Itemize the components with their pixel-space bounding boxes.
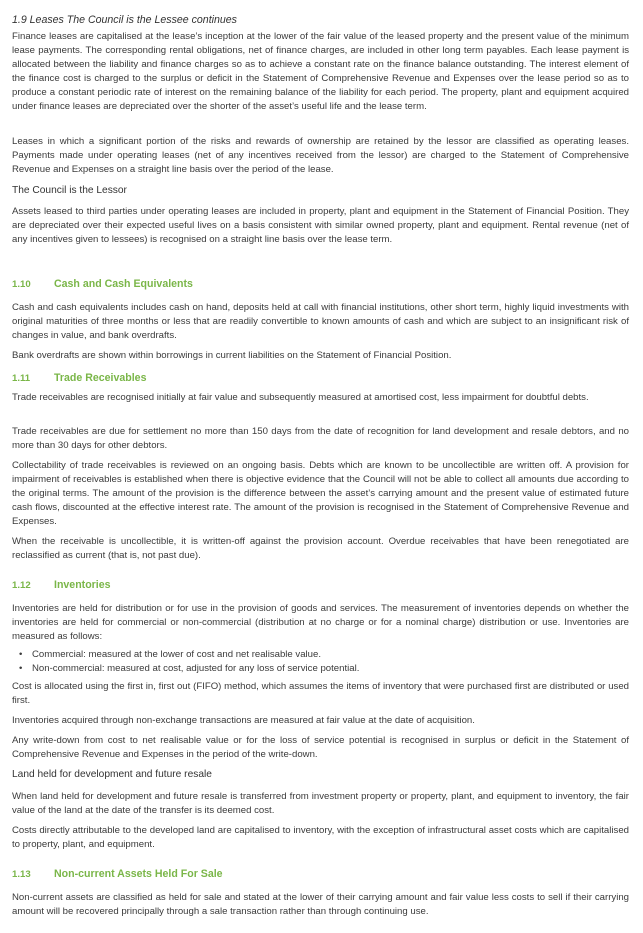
section-1-11-p3 bbox=[12, 459, 629, 529]
section-title: Cash and Cash Equivalents bbox=[54, 278, 193, 290]
section-1-12-p4 bbox=[12, 734, 629, 762]
section-number: 1.11 bbox=[12, 373, 31, 384]
section-1-12-p6 bbox=[12, 824, 629, 852]
paragraph: Cash and cash equivalents includes cash on hand, deposits held at call with financial institutions, other short term, highly liquid investments with original maturities of three months or less that are readily convertible to known amounts of cash and which are subject to an insignificant risk of changes in value, and bank overdrafts. bbox=[12, 302, 629, 341]
section-1-12-heading bbox=[12, 578, 629, 593]
section-1-12-p2 bbox=[12, 680, 629, 708]
paragraph: Inventories are held for distribution or for use in the provision of goods and services. The measurement of inventories depends on whether the inventories are held for commercial or non-commercial (distribution at no charge or for a nominal charge) distribution or use. Inventories are measured as follows: bbox=[12, 603, 629, 642]
lessor-subheading: The Council is the Lessor bbox=[12, 185, 127, 196]
paragraph: Costs directly attributable to the developed land are capitalised to inventory, with the exception of infrastructural asset costs which are capitalised to property, plant, and equipment. bbox=[12, 825, 629, 850]
section-1-11-heading bbox=[12, 371, 629, 386]
paragraph: Trade receivables are recognised initially at fair value and subsequently measured at amortised cost, less impairment for doubtful debts. bbox=[12, 392, 589, 403]
paragraph: Any write-down from cost to net realisable value or for the loss of service potential is recognised in surplus or deficit in the Statement of Comprehensive Revenue and Expenses in the period of the write-down. bbox=[12, 735, 629, 760]
section-number: 1.12 bbox=[12, 580, 31, 591]
section-1-10-p2 bbox=[12, 349, 629, 363]
page-title: 1.9 Leases The Council is the Lessee continues bbox=[12, 14, 237, 26]
paragraph: Collectability of trade receivables is reviewed on an ongoing basis. Debts which are known to be uncollectible are written off. A provision for impairment of receivables is established when there is objective evidence that the Council will not be able to collect all amounts due according to the original terms. The amount of the provision is the difference between the asset’s carrying amount and the present value of estimated future cash flows, discounted at the effective interest rate. The amount of the provision is recognised in the Statement of Comprehensive Revenue and Expenses. bbox=[12, 460, 629, 527]
section-1-9-p3 bbox=[12, 205, 629, 247]
list-item: • Non-commercial: measured at cost, adjusted for any loss of service potential. bbox=[12, 662, 629, 676]
section-1-13-p1 bbox=[12, 891, 629, 919]
measurement-list bbox=[12, 648, 629, 676]
paragraph: Bank overdrafts are shown within borrowings in current liabilities on the Statement of Financial Position. bbox=[12, 350, 452, 361]
section-title: Trade Receivables bbox=[54, 372, 147, 384]
list-item: • Commercial: measured at the lower of cost and net realisable value. bbox=[12, 648, 629, 662]
paragraph: Leases in which a significant portion of the risks and rewards of ownership are retained by the lessor are classified as operating leases. Payments made under operating leases (net of any incentives received from the lessor) are charged to the Statement of Comprehensive Revenue and Expenses on a straight line basis over the period of the lease. bbox=[12, 136, 629, 175]
section-title: Inventories bbox=[54, 579, 111, 591]
paragraph: Non-current assets are classified as held for sale and stated at the lower of their carrying amount and fair value less costs to sell if their carrying amount will be recovered principally through a sale transaction rather than through continuing use. bbox=[12, 892, 629, 917]
paragraph: When land held for development and future resale is transferred from investment property or property, plant, and equipment to inventory, the fair value of the land at the date of the transfer is its deemed cost. bbox=[12, 791, 629, 816]
section-1-11-p4 bbox=[12, 535, 629, 563]
paragraph: Finance leases are capitalised at the lease’s inception at the lower of the fair value of the leased property and the present value of the minimum lease payments. The corresponding rental obligations, net of finance charges, are included in other long term payables. Each lease payment is allocated between the liability and finance charges so as to achieve a constant rate on the finance balance outstanding. The interest element of the finance cost is charged to the surplus or deficit in the Statement of Comprehensive Revenue and Expenses over the lease period so as to produce a constant periodic rate of interest on the remaining balance of the liability for each period. The property, plant and equipment acquired under finance leases are depreciated over the shorter of the asset’s useful life and the lease term. bbox=[12, 31, 629, 112]
paragraph: Cost is allocated using the first in, first out (FIFO) method, which assumes the items of inventory that were purchased first are distributed or used first. bbox=[12, 681, 629, 706]
section-1-9-p2 bbox=[12, 135, 629, 177]
land-subheading: Land held for development and future resale bbox=[12, 769, 212, 780]
section-1-11-p1 bbox=[12, 391, 629, 405]
section-1-12-p1 bbox=[12, 602, 629, 644]
lessor-heading-block bbox=[12, 184, 629, 198]
section-1-9-heading bbox=[12, 13, 629, 27]
paragraph: Assets leased to third parties under operating leases are included in property, plant and equipment in the Statement of Financial Position. They are depreciated over their expected useful lives on a basis consistent with similar owned property, plant and equipment. Rental revenue (net of any incentives given to lessees) is recognised on a straight line basis over the lease term. bbox=[12, 206, 629, 245]
paragraph: Inventories acquired through non-exchange transactions are measured at fair value at the date of acquisition. bbox=[12, 715, 475, 726]
land-heading-block bbox=[12, 768, 629, 782]
section-1-9-p1 bbox=[12, 30, 629, 114]
paragraph: Trade receivables are due for settlement no more than 150 days from the date of recognition for land development and resale debtors, and no more than 30 days for other debtors. bbox=[12, 426, 629, 451]
section-number: 1.10 bbox=[12, 279, 31, 290]
section-number: 1.13 bbox=[12, 869, 31, 880]
section-1-12-p3 bbox=[12, 714, 629, 728]
section-title: Non-current Assets Held For Sale bbox=[54, 868, 223, 880]
section-1-10-heading bbox=[12, 277, 629, 292]
section-1-13-heading bbox=[12, 867, 629, 882]
section-1-10-p1 bbox=[12, 301, 629, 343]
section-1-12-bullets bbox=[12, 648, 629, 676]
paragraph: When the receivable is uncollectible, it is written-off against the provision account. Overdue receivables that have been renegotiated are reclassified as current (that is, not past due). bbox=[12, 536, 629, 561]
section-1-12-p5 bbox=[12, 790, 629, 818]
section-1-11-p2 bbox=[12, 425, 629, 453]
